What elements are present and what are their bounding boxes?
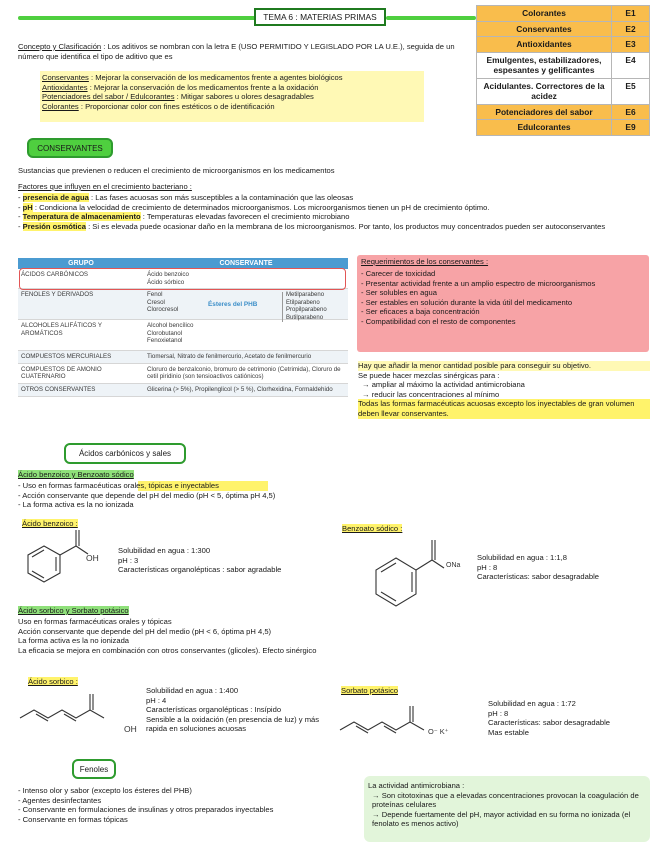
factor-desc: : Las fases acuosas son más susceptibles a la contaminación que las oleosas [88,193,354,202]
legend-label: Edulcorantes [477,120,612,136]
requerimiento-item: - Ser eficaces a baja concentración [361,307,480,317]
legend-row [477,104,650,120]
concepto-item [42,92,422,102]
table-cell-text: Fenol Cresol Clorocresol [147,291,179,314]
legend-label: Colorantes [477,6,612,22]
benzoato-ona-label: ONa [446,562,461,569]
factor-desc: : Temperaturas elevadas favorecen el crecimiento microbiano [140,212,350,222]
property-line: Mas estable [488,727,529,737]
sorbico-section-items [18,617,458,655]
legend-code: E9 [612,120,650,136]
factores-list [18,193,638,231]
benzoato-sodico-structure [356,520,456,610]
property-line: Solubilidad en agua : 1:400 [146,686,239,695]
acido-sorbico-structure [18,688,138,736]
fenoles-item: - Agentes desinfectantes [18,795,102,805]
acido-benzoico-oh-label: OH [86,553,99,563]
acidos-row-outline [19,268,346,290]
legend-label: Acidulantes. Correctores de la acidez [477,78,612,104]
fenoles-badge: Fenoles [72,759,116,779]
property-line: Características organolépticas : sabor agradable [118,565,282,575]
sorbato-potasico-title: Sorbato potásico [341,686,398,695]
cantidad-block [358,361,650,419]
fenoles-items [18,786,358,824]
sorbato-potasico-structure [338,700,448,744]
property-line: Solubilidad en agua : 1:300 [118,546,211,555]
factores-title: Factores que influyen en el crecimiento bacteriano : [18,182,192,191]
property-line: Características organolépticas : Insípido [146,705,282,715]
concepto-item [42,83,422,93]
property-line: Sensible a la oxidación (en presencia de luz) y más rapida en soluciones acuosas [146,714,320,734]
requerimiento-item: - Ser solubles en agua [361,288,437,298]
concepto-item [42,73,422,83]
legend-row [477,78,650,104]
table-row [18,351,348,364]
legend-code: E3 [612,37,650,53]
legend-code: E6 [612,104,650,120]
legend-label: Antioxidantes [477,37,612,53]
benzoico-item: - La forma activa es la no ionizada [18,500,134,510]
acido-benzoico-title: Ácido benzoico : [22,519,78,528]
concepto-item-desc: : Mitigar sabores u olores desagradables [174,92,314,102]
benzoico-item: - Acción conservante que depende del pH del medio (pH < 5, óptima pH 4,5) [18,490,276,500]
sorbico-item: Uso en formas farmacéuticas orales y tópicas [18,617,172,626]
legend-row [477,52,650,78]
acido-benzoico-props [118,546,338,575]
property-line: pH : 3 [118,555,139,565]
table-cell-conservante [144,320,348,351]
table-header-grupo: GRUPO [18,258,144,269]
fenoles-item: - Conservante en formulaciones de insulinas y otros preparados inyectables [18,805,274,815]
requerimiento-item: - Compatibilidad con el resto de componentes [361,316,516,326]
actividad-title: La actividad antimicrobiana : [368,781,465,790]
esteres-phb-label: Ésteres del PHB [208,301,258,308]
parabeno-item: Butilparabeno [286,314,324,321]
legend-label: Potenciadores del sabor [477,104,612,120]
property-line: Características: sabor desagradable [477,572,599,582]
concepto-item-desc: : Mejorar la conservación de los medicamentos frente a agentes biológicos [88,73,343,82]
table-cell-conservante [144,363,348,383]
requerimiento-item: - Carecer de toxicidad [361,269,436,278]
cantidad-todas: Todas las formas farmacéuticas acuosas excepto los inyectables de gran volumen deben llevar conservantes. [358,399,650,418]
factor-dash: - [18,212,23,222]
requerimientos-list [361,269,646,327]
sorbato-ok-label: O⁻ K⁺ [428,727,449,736]
legend-code: E1 [612,6,650,22]
legend-code: E5 [612,78,650,104]
property-line: pH : 8 [488,708,509,718]
header-line-right [386,16,476,20]
parabeno-item: Propilparabeno [286,307,327,313]
concepto-item-term: Colorantes [42,101,79,111]
property-line: pH : 8 [477,562,498,572]
legend-row [477,37,650,53]
factor-desc: : Condiciona la velocidad de crecimiento de determinados microorganismos. Los microorganismos tienen un pH de crecimiento óptimo. [32,202,490,212]
factor-term: Presión osmótica [22,221,86,231]
benzoato-sodico-props [477,553,653,582]
header-line-left [18,16,258,20]
fenoles-item: - Conservante en formas tópicas [18,814,128,824]
sorbico-item: La eficacia se mejora en combinación con otros conservantes (glicoles). Efecto sinérgico [18,645,317,655]
legend-code: E2 [612,21,650,37]
aditivos-legend-table [476,5,650,136]
property-line: pH : 4 [146,695,167,705]
legend-label: Emulgentes, estabilizadores, espesantes y gelificantes [477,52,612,78]
table-cell-grupo: ALCOHOLES ALIFÁTICOS Y AROMÁTICOS [18,320,144,351]
acido-sorbico-title: Ácido sorbico : [28,677,78,686]
conservantes-badge: CONSERVANTES [27,138,113,158]
legend-code: E4 [612,52,650,78]
table-row [18,363,348,383]
legend-row [477,120,650,136]
table-cell-text: Cloruro de benzalconio, bromuro de cetrimonio (Cetrimida), Cloruro de cetil piridinio (son tensioactivos catiónicos) [147,365,341,381]
table-cell-text: Ácido benzoico Ácido sórbico [147,271,189,286]
requerimiento-item: - Ser estables en solución durante la vida útil del medicamento [361,297,573,307]
factor-dash: - [18,221,23,231]
table-cell-grupo: COMPUESTOS DE AMONIO CUATERNARIO [18,363,144,383]
concepto-list [42,73,422,111]
property-line: Solubilidad en agua : 1:72 [488,699,576,708]
concepto-paragraph: Concepto y Clasificación : Los aditivos se nombran con la letra E (USO PERMITIDO Y LEGISLADO POR LA U.E.), seguida de un número que identifica el tipo de aditivo que es [18,42,455,61]
concepto-item-term: Antioxidantes [42,82,88,92]
property-line: Solubilidad en agua : 1:1,8 [477,553,567,562]
factor-term: presencia de agua [22,193,89,202]
factor-term: pH [22,202,33,212]
parabenos-list [282,292,346,322]
page-title: TEMA 6 : MATERIAS PRIMAS [254,8,386,26]
factor-dash: - [18,193,23,202]
table-cell-grupo: OTROS CONSERVANTES [18,383,144,396]
table-row [18,320,348,351]
parabeno-item: Metilparabeno [286,292,325,298]
table-cell-grupo: ÁCIDOS CARBÓNICOS [18,269,144,289]
concepto-item-term: Potenciadores del sabor / Edulcorantes [42,92,175,102]
concepto-item [42,102,422,112]
sorbico-item: La forma activa es la no ionizada [18,636,130,646]
factor-item [18,222,638,232]
requerimiento-item: - Presentar actividad frente a un amplio espectro de microorganismos [361,278,596,288]
actividad-item-1: → Son citotoxinas que a elevadas concentraciones provocan la coagulación de proteínas celulares [372,790,639,810]
actividad-block [368,781,648,829]
benzoico-section-items [18,481,358,510]
table-cell-conservante [144,383,348,396]
conservantes-intro: Sustancias que previenen o reducen el crecimiento de microorganismos en los medicamentos [18,166,335,175]
concepto-item-term: Conservantes [42,73,89,82]
fenoles-item: - Intenso olor y sabor (excepto los ésteres del PHB) [18,786,192,795]
cantidad-line1: Hay que añadir la menor cantidad posible para conseguir su objetivo. [358,361,650,371]
actividad-item-2: → Depende fuertamente del pH, mayor actividad en su forma no ionizada (el fenolato es menos activo) [372,809,631,829]
factor-item [18,203,638,213]
table-cell-text: Tiomersal, Nitrato de fenilmercurio, Acetato de fenilmercurio [147,353,312,361]
table-header-conservante: CONSERVANTE [144,258,348,269]
table-cell-conservante [144,351,348,364]
legend-row [477,21,650,37]
factor-item [18,193,638,203]
factor-dash: - [18,202,23,212]
acidos-badge: Ácidos carbónicos y sales [64,443,186,464]
table-cell-text: Alcohol bencílico Clorobutanol Fenoxietanol [147,322,194,345]
concepto-item-desc: : Mejorar la conservación de los medicamentos frente a la oxidación [87,82,319,92]
sorbato-potasico-props [488,699,652,737]
sorbico-section-title: Ácido sorbico y Sorbato potásico [18,606,129,615]
property-line: Características: sabor desagradable [488,718,610,728]
cantidad-line2: Se puede hacer mezclas sinérgicas para : [358,370,500,380]
factor-desc: : Si es elevada puede ocasionar daño en la membrana de los microorganismos. Por tanto, los productos muy concentrados pueden ser autoconservantes [85,221,606,231]
benzoico-section-title: Ácido benzoico y Benzoato sódico [18,470,134,479]
table-cell-grupo: FENOLES Y DERIVADOS [18,289,144,320]
concepto-item-desc: : Proporcionar color con fines estéticos o de identificación [78,101,275,111]
factor-item [18,212,638,222]
legend-row [477,6,650,22]
benzoico-item: - Uso en formas farmacéuticas orales, tópicas e inyectables [18,481,358,491]
benzoato-sodico-title: Benzoato sódico : [342,524,403,533]
acido-sorbico-oh-label: OH [124,724,137,734]
table-cell-grupo: COMPUESTOS MERCURIALES [18,351,144,364]
requerimientos-title: Requerimientos de los conservantes : [361,257,489,266]
cantidad-arrow1: → ampliar al máximo la actividad antimicrobiana [362,380,525,390]
cantidad-arrow2: → reducir las concentraciones al mínimo [362,389,500,399]
parabeno-item: Etilparabeno [286,299,320,306]
sorbico-item: Acción conservante que depende del pH del medio (pH < 6, óptima pH 4,5) [18,626,272,636]
factor-term: Temperatura de almacenamiento [22,212,141,222]
acido-sorbico-props [146,686,330,734]
legend-label: Conservantes [477,21,612,37]
table-cell-text: Glicerina (> 5%), Propilenglicol (> 5 %), Clorhexidina, Formaldehido [147,385,333,393]
table-row [18,383,348,396]
